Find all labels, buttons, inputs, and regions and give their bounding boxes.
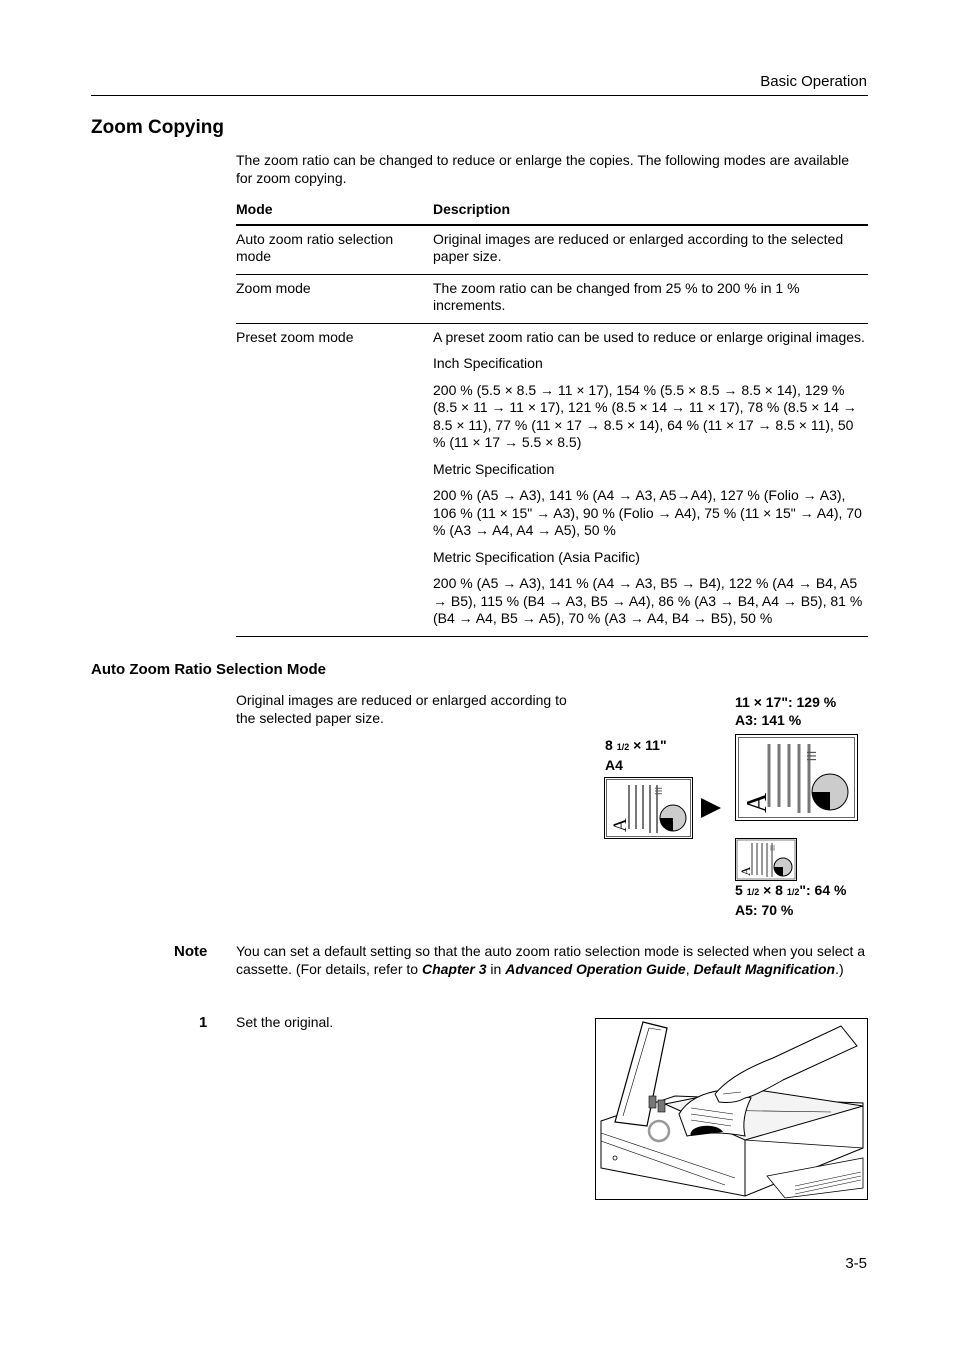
table-row <box>236 274 868 323</box>
reduced-sheet-illustration <box>735 838 798 882</box>
table-row <box>236 225 868 275</box>
original-sheet-illustration <box>604 777 694 840</box>
description-text: A preset zoom ratio can be used to reduce or enlarge original images. <box>433 328 865 345</box>
arrow-right-icon <box>700 797 722 819</box>
description-cell <box>433 323 868 636</box>
svg-text:III: III <box>770 845 777 851</box>
svg-text:A: A <box>742 792 773 813</box>
header-rule <box>91 95 868 96</box>
inch-spec-values: 200 % (5.5 × 8.5 → 11 × 17), 154 % (5.5 × 8.5 → 8.5 × 14), 129 % (8.5 × 11 → 11 × 17), 121 % (8.5 × 14 → 11 × 17), 78 % (8.5 × 14 → 8.5 × 11), 77 % (11 × 17 → 8.5 × 14), 64 % (11 × 17 → 8.5 × 11), 50 % (11 × 17 → 5.5 × 8.5) <box>433 381 857 450</box>
step-number: 1 <box>199 1014 208 1031</box>
note-text: You can set a default setting so that the auto zoom ratio selection mode is selected when you select a cassette. (For details, refer to Chapter 3 in Advanced Operation Guide, Default Magnification.) <box>236 943 866 977</box>
description-cell <box>433 274 868 323</box>
step-text: Set the original. <box>236 1014 334 1030</box>
asia-spec-values: 200 % (A5 → A3), 141 % (A4 → A3, B5 → B4), 122 % (A4 → B4, A5 → B5), 115 % (B4 → A3, B5 → A4), 86 % (A3 → B4, A4 → B5), 81 % (B4 → A4, B5 → A5), 70 % (A3 → A4, B4 → B5), 50 % <box>433 575 863 626</box>
description-text: Original images are reduced or enlarged according to the selected paper size. <box>433 230 844 264</box>
note-label: Note <box>174 943 208 960</box>
page-number: 3-5 <box>845 1255 867 1272</box>
page-title: Zoom Copying <box>91 117 224 138</box>
auto-zoom-heading: Auto Zoom Ratio Selection Mode <box>91 661 326 678</box>
auto-zoom-description: Original images are reduced or enlarged according to the selected paper size. <box>236 692 567 726</box>
reduce-label: 5 1/2 × 8 1/2": 64 % A5: 70 % <box>735 882 847 918</box>
mode-cell: Auto zoom ratio selection mode <box>236 225 433 275</box>
copier-set-original-illustration <box>595 1018 868 1200</box>
original-size-label: 8 1/2 × 11" A4 <box>605 737 667 773</box>
metric-spec-label: Metric Specification <box>433 460 555 477</box>
asia-spec-label: Metric Specification (Asia Pacific) <box>433 548 640 565</box>
table-row <box>236 323 868 636</box>
zoom-modes-table <box>236 196 868 637</box>
table-header-row <box>236 196 868 225</box>
header-section-title: Basic Operation <box>760 73 867 90</box>
inch-spec-label: Inch Specification <box>433 355 543 371</box>
intro-paragraph: The zoom ratio can be changed to reduce or enlarge the copies. The following modes are available for zoom copying. <box>236 152 850 186</box>
svg-text:A: A <box>738 866 753 876</box>
column-header-description: Description <box>433 196 868 225</box>
description-text: The zoom ratio can be changed from 25 % to 200 % in 1 % increments. <box>433 279 800 313</box>
reduce-label-line2: A5: 70 % <box>735 902 794 918</box>
description-cell <box>433 225 868 275</box>
svg-text:III: III <box>654 786 665 796</box>
enlarge-label-line1: 11 × 17": 129 % <box>735 694 837 710</box>
mode-cell: Zoom mode <box>236 274 433 323</box>
metric-spec-values: 200 % (A5 → A3), 141 % (A4 → A3, A5→A4), 127 % (Folio → A3), 106 % (11 × 15" → A3), 90 % (Folio → A4), 75 % (11 × 15" → A4), 70 % (A3 → A4, A4 → A5), 50 % <box>433 487 862 538</box>
original-size-line2: A4 <box>605 757 623 773</box>
column-header-mode: Mode <box>236 196 433 225</box>
svg-text:A: A <box>610 818 631 832</box>
mode-cell: Preset zoom mode <box>236 323 433 636</box>
svg-text:III: III <box>804 750 819 762</box>
enlarged-sheet-illustration <box>735 734 859 822</box>
enlarge-label-line2: A3: 141 % <box>735 712 802 728</box>
enlarge-label <box>735 693 836 729</box>
